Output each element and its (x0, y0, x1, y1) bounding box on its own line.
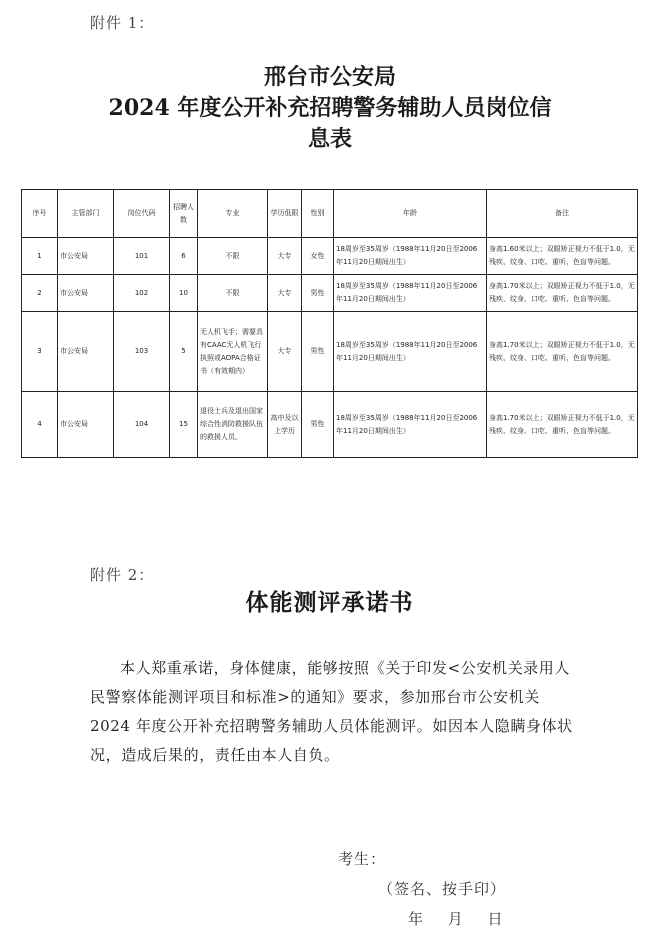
cell-index: 2 (22, 275, 58, 312)
header-cell: 学历低限 (268, 190, 302, 238)
cell-headcount: 5 (170, 312, 198, 392)
date-line: 年 月 日 (408, 910, 504, 928)
cell-education: 高中及以上学历 (268, 392, 302, 458)
header-cell: 专业 (198, 190, 268, 238)
cell-index: 4 (22, 392, 58, 458)
cell-education: 大专 (268, 275, 302, 312)
cell-age: 18周岁至35周岁（1988年11月20日至2006年11月20日期间出生） (334, 312, 487, 392)
cell-gender: 男性 (302, 312, 334, 392)
cell-remarks: 身高1.70米以上；双眼矫正视力不低于1.0，无残疾、纹身、口吃、重听、色盲等问题。 (487, 392, 638, 458)
cell-age: 18周岁至35周岁（1988年11月20日至2006年11月20日期间出生） (334, 275, 487, 312)
pledge-title: 体能测评承诺书 (245, 589, 414, 616)
cell-remarks: 身高1.70米以上；双眼矫正视力不低于1.0，无残疾、纹身、口吃、重听、色盲等问题。 (487, 275, 638, 312)
header-cell: 序号 (22, 190, 58, 238)
signature-note: （签名、按手印） (378, 880, 507, 898)
header-cell: 备注 (487, 190, 638, 238)
examinee-label: 考生： (338, 850, 387, 868)
cell-major: 无人机飞手；需要具有CAAC无人机飞行执照或AOPA合格证书（有效期内） (198, 312, 268, 392)
cell-age: 18周岁至35周岁（1988年11月20日至2006年11月20日期间出生） (334, 392, 487, 458)
cell-gender: 男性 (302, 392, 334, 458)
header-cell: 主管部门 (58, 190, 114, 238)
cell-major: 不限 (198, 238, 268, 275)
header-cell: 招聘人数 (170, 190, 198, 238)
table-header-row (22, 190, 638, 238)
cell-post-code: 101 (114, 238, 170, 275)
cell-gender: 男性 (302, 275, 334, 312)
title-line-1: 邢台市公安局 (263, 64, 396, 90)
cell-education: 大专 (268, 238, 302, 275)
header-cell: 性别 (302, 190, 334, 238)
cell-major: 退役士兵及退出国家综合性消防救援队伍的救援人员。 (198, 392, 268, 458)
title-line-2: 2024 年度公开补充招聘警务辅助人员岗位信 (108, 95, 552, 121)
cell-department: 市公安局 (58, 238, 114, 275)
cell-department: 市公安局 (58, 275, 114, 312)
cell-remarks: 身高1.70米以上；双眼矫正视力不低于1.0，无残疾、纹身、口吃、重听、色盲等问题。 (487, 312, 638, 392)
header-cell: 岗位代码 (114, 190, 170, 238)
cell-education: 大专 (268, 312, 302, 392)
title-line-3: 息表 (307, 126, 352, 152)
cell-index: 1 (22, 238, 58, 275)
cell-headcount: 6 (170, 238, 198, 275)
header-cell: 年龄 (334, 190, 487, 238)
cell-headcount: 15 (170, 392, 198, 458)
pledge-body: 本人郑重承诺，身体健康，能够按照《关于印发<公安机关录用人民警察体能测评项目和标准>的通知》要求，参加邢台市公安机关 2024 年度公开补充招聘警务辅助人员体能测评。如因本人隐瞒身体状况，造成后果的，责任由本人自负。 (90, 659, 573, 764)
table-row (22, 392, 638, 458)
attachment-2-label: 附件 2： (90, 566, 155, 584)
cell-headcount: 10 (170, 275, 198, 312)
cell-post-code: 102 (114, 275, 170, 312)
cell-gender: 女性 (302, 238, 334, 275)
table-row (22, 312, 638, 392)
cell-major: 不限 (198, 275, 268, 312)
table-row (22, 275, 638, 312)
cell-post-code: 103 (114, 312, 170, 392)
page-title (60, 62, 600, 155)
attachment-1-label: 附件 1： (90, 14, 155, 32)
cell-department: 市公安局 (58, 312, 114, 392)
position-table (21, 189, 638, 458)
cell-post-code: 104 (114, 392, 170, 458)
cell-index: 3 (22, 312, 58, 392)
cell-department: 市公安局 (58, 392, 114, 458)
cell-age: 18周岁至35周岁（1988年11月20日至2006年11月20日期间出生） (334, 238, 487, 275)
cell-remarks: 身高1.60米以上；双眼矫正视力不低于1.0，无残疾、纹身、口吃、重听、色盲等问题。 (487, 238, 638, 275)
table-row (22, 238, 638, 275)
